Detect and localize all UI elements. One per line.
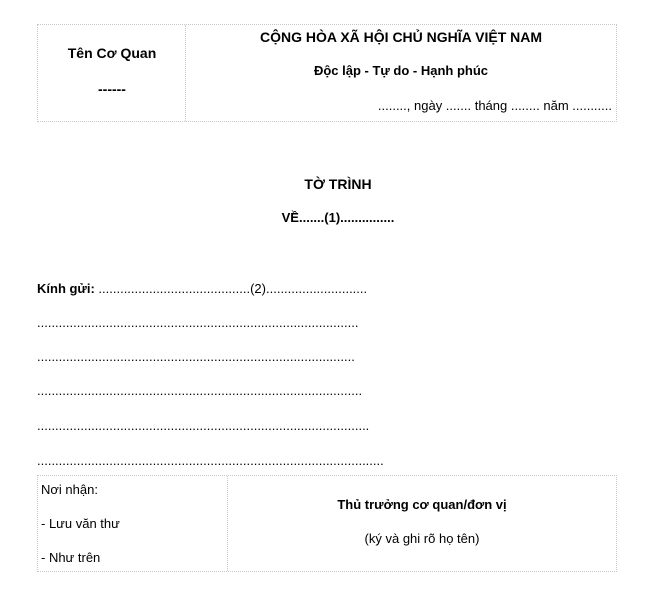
body-line: ............................................................................................ (37, 418, 370, 433)
body-line: ................................................................................................ (37, 453, 384, 468)
recipient-label: Kính gửi: (37, 281, 95, 296)
document-subject: VỀ.......(1)............... (281, 210, 395, 225)
receivers-cell (38, 476, 228, 571)
header-table (37, 24, 617, 122)
receiver-item: - Lưu văn thư (41, 516, 120, 531)
agency-name: Tên Cơ Quan (67, 45, 157, 61)
recipient-value: ..........................................(2)............................ (94, 281, 368, 296)
body-line: ........................................................................................ (37, 349, 355, 364)
signer-title: Thủ trưởng cơ quan/đơn vị (337, 497, 507, 512)
dateline: ........, ngày ....... tháng ........ năm ........... (377, 98, 612, 113)
body-line: ......................................................................................... (37, 315, 359, 330)
recipient-line (37, 281, 367, 296)
receivers-title: Nơi nhận: (41, 482, 98, 497)
national-motto: Độc lập - Tự do - Hạnh phúc (313, 63, 489, 78)
national-cell (186, 25, 616, 121)
document-title: TỜ TRÌNH (304, 176, 372, 192)
footer-table (37, 475, 617, 572)
national-title: CỘNG HÒA XÃ HỘI CHỦ NGHĨA VIỆT NAM (259, 29, 543, 45)
receiver-item: - Như trên (41, 550, 101, 565)
body-line: .......................................................................................... (37, 383, 363, 398)
agency-separator: ------ (98, 81, 126, 97)
signer-note: (ký và ghi rõ họ tên) (364, 531, 480, 546)
signature-cell (228, 476, 616, 571)
agency-cell (38, 25, 186, 121)
